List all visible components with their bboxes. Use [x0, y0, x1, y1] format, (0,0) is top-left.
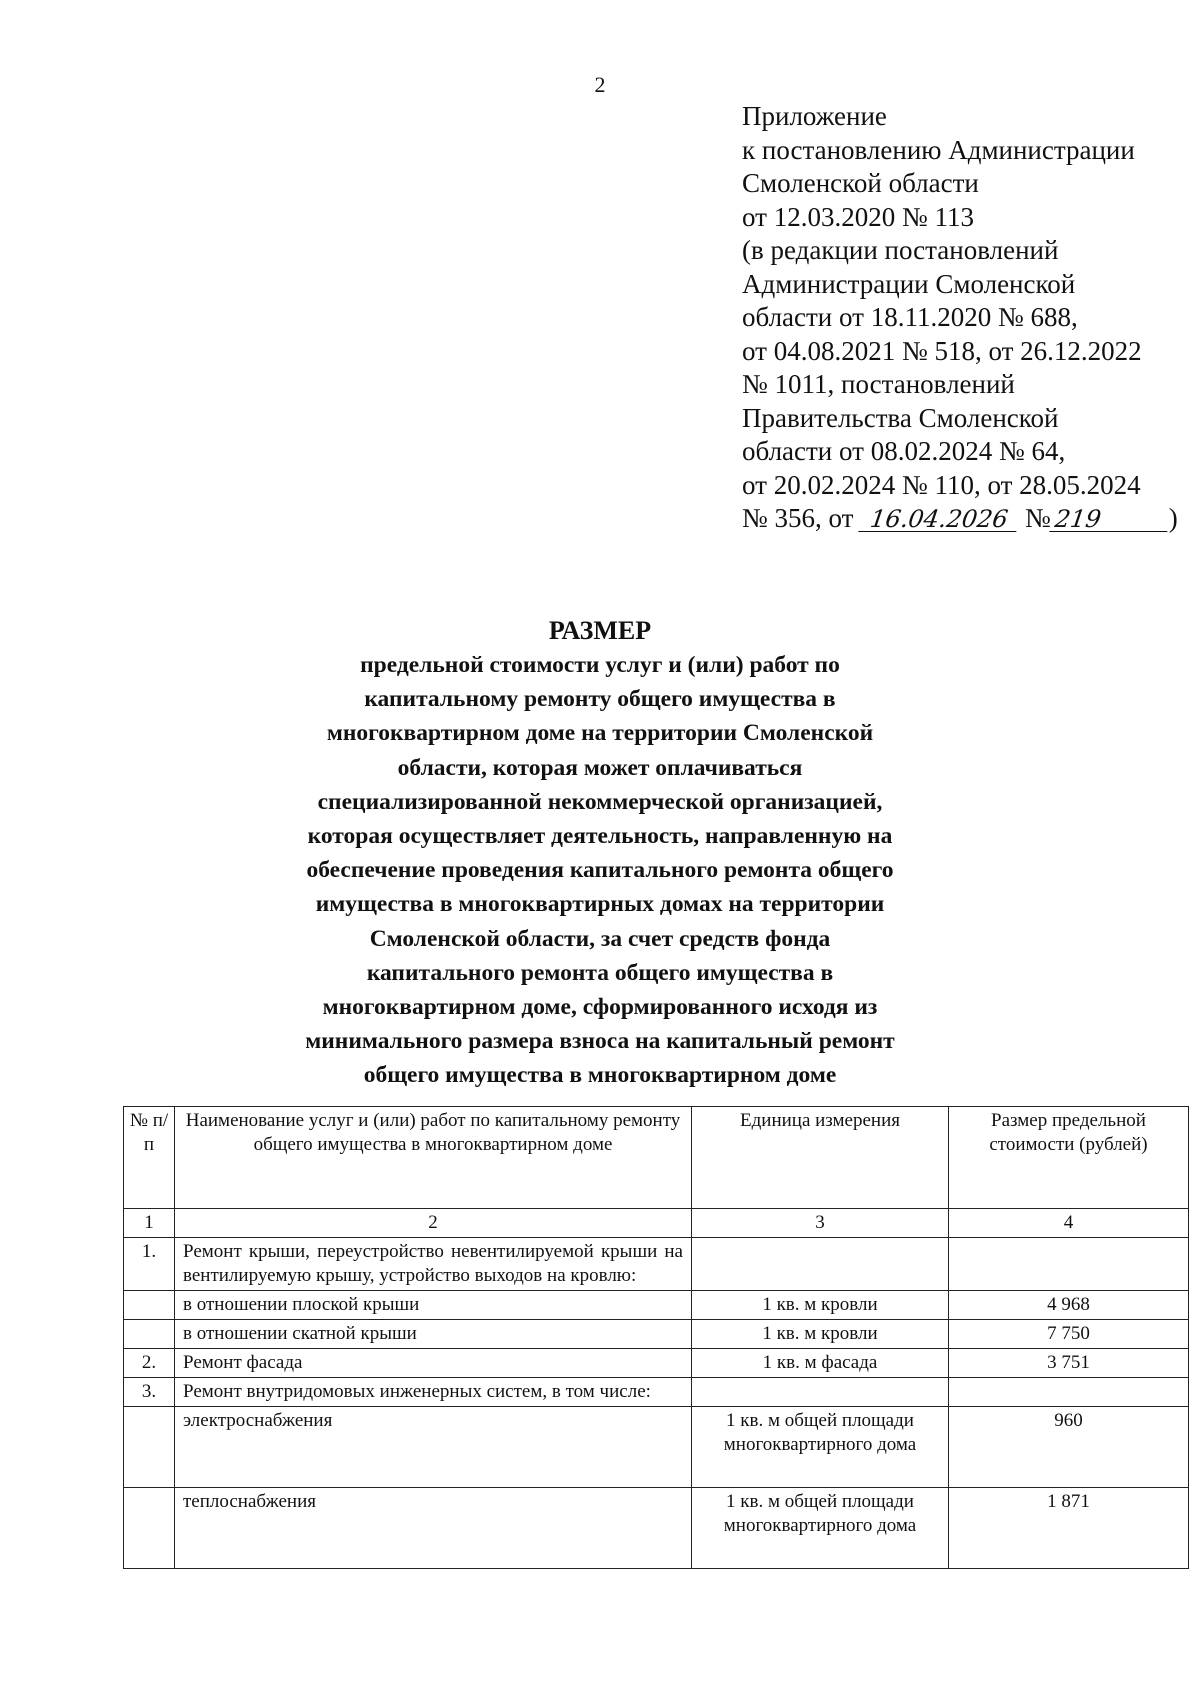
- table-row: [124, 1378, 1189, 1407]
- title-main: РАЗМЕР: [548, 616, 652, 645]
- row-unit: 1 кв. м кровли: [692, 1320, 949, 1349]
- title-line: капитальному ремонту общего имущества в: [364, 686, 836, 713]
- row-number: 2.: [124, 1349, 175, 1378]
- appendix-line: от 12.03.2020 № 113: [742, 201, 974, 232]
- row-value: [949, 1378, 1189, 1407]
- handwritten-number: 219: [1049, 507, 1171, 532]
- table-header-row: [124, 1107, 1189, 1209]
- row-value: 1 871: [949, 1488, 1189, 1569]
- row-value: 7 750: [949, 1320, 1189, 1349]
- row-name: теплоснабжения: [175, 1488, 692, 1569]
- number-sign: №: [1024, 503, 1051, 533]
- table-row: [124, 1320, 1189, 1349]
- col-number: 4: [949, 1209, 1189, 1238]
- row-unit: 1 кв. м общей площади многоквартирного дома: [692, 1488, 949, 1569]
- header-number: № п/п: [124, 1107, 175, 1209]
- title-line: общего имущества в многоквартирном доме: [363, 1062, 837, 1089]
- row-unit: [692, 1238, 949, 1291]
- title-line: которая осуществляет деятельность, направленную на: [307, 823, 893, 850]
- header-unit: Единица измерения: [692, 1107, 949, 1209]
- document-title: [0, 614, 1200, 1093]
- title-line: минимального размера взноса на капитальный ремонт: [305, 1028, 895, 1055]
- appendix-line: области от 18.11.2020 № 688,: [742, 302, 1078, 332]
- row-number: [124, 1320, 175, 1349]
- appendix-block: [742, 100, 1182, 536]
- closing-paren: ): [1168, 503, 1178, 533]
- header-cost: Размер предельной стоимости (рублей): [949, 1107, 1189, 1209]
- cost-table: [123, 1106, 1189, 1569]
- title-line: Смоленской области, за счет средств фонда: [369, 925, 831, 952]
- title-line: имущества в многоквартирных домах на территории: [315, 891, 885, 918]
- appendix-line: Смоленской области: [742, 168, 979, 198]
- title-line: многоквартирном доме, сформированного исходя из: [322, 994, 878, 1021]
- row-unit: 1 кв. м общей площади многоквартирного дома: [692, 1407, 949, 1488]
- row-number: [124, 1291, 175, 1320]
- row-name: Ремонт фасада: [175, 1349, 692, 1378]
- title-line: капитального ремонта общего имущества в: [366, 959, 834, 986]
- handwritten-date: 16.04.2026: [858, 507, 1020, 532]
- title-line: предельной стоимости услуг и (или) работ по: [360, 652, 840, 678]
- title-line: области, которая может оплачиваться: [397, 754, 803, 781]
- appendix-line: от 20.02.2024 № 110, от 28.05.2024: [742, 469, 1141, 500]
- appendix-line: Правительства Смоленской: [742, 402, 1059, 433]
- row-value: [949, 1238, 1189, 1291]
- appendix-last-line: [742, 502, 1182, 536]
- table-row: [124, 1488, 1189, 1569]
- table-row: [124, 1407, 1189, 1488]
- row-value: 4 968: [949, 1291, 1189, 1320]
- row-number: [124, 1407, 175, 1488]
- appendix-line: Администрации Смоленской: [742, 268, 1076, 299]
- row-name: в отношении плоской крыши: [175, 1291, 692, 1320]
- col-number: 1: [124, 1209, 175, 1238]
- row-unit: 1 кв. м кровли: [692, 1291, 949, 1320]
- appendix-line: к постановлению Администрации: [742, 134, 1135, 165]
- appendix-line: (в редакции постановлений: [742, 235, 1059, 265]
- row-name: электроснабжения: [175, 1407, 692, 1488]
- column-number-row: [124, 1209, 1189, 1238]
- row-name: в отношении скатной крыши: [175, 1320, 692, 1349]
- appendix-line: № 1011, постановлений: [742, 369, 1015, 399]
- row-name: Ремонт крыши, переустройство невентилируемой крыши на вентилируемую крышу, устройство выходов на кровлю:: [175, 1238, 692, 1291]
- row-number: 1.: [124, 1238, 175, 1291]
- table-row: [124, 1291, 1189, 1320]
- appendix-line: области от 08.02.2024 № 64,: [742, 436, 1066, 466]
- header-name: Наименование услуг и (или) работ по капитальному ремонту общего имущества в многоквартирном доме: [175, 1107, 692, 1209]
- appendix-line: Приложение: [742, 101, 887, 131]
- row-value: 3 751: [949, 1349, 1189, 1378]
- appendix-line: от 04.08.2021 № 518, от 26.12.2022: [742, 335, 1142, 366]
- table-row: [124, 1238, 1189, 1291]
- title-line: обеспечение проведения капитального ремонта общего: [306, 857, 894, 884]
- row-unit: [692, 1378, 949, 1407]
- col-number: 3: [692, 1209, 949, 1238]
- row-number: [124, 1488, 175, 1569]
- row-unit: 1 кв. м фасада: [692, 1349, 949, 1378]
- title-line: многоквартирном доме на территории Смоленской: [326, 720, 874, 747]
- title-line: специализированной некоммерческой организацией,: [317, 788, 883, 815]
- row-value: 960: [949, 1407, 1189, 1488]
- row-name: Ремонт внутридомовых инженерных систем, в том числе:: [175, 1378, 692, 1407]
- col-number: 2: [175, 1209, 692, 1238]
- appendix-last-prefix: № 356, от: [742, 503, 854, 533]
- page-number: 2: [594, 72, 606, 97]
- table-row: [124, 1349, 1189, 1378]
- row-number: 3.: [124, 1378, 175, 1407]
